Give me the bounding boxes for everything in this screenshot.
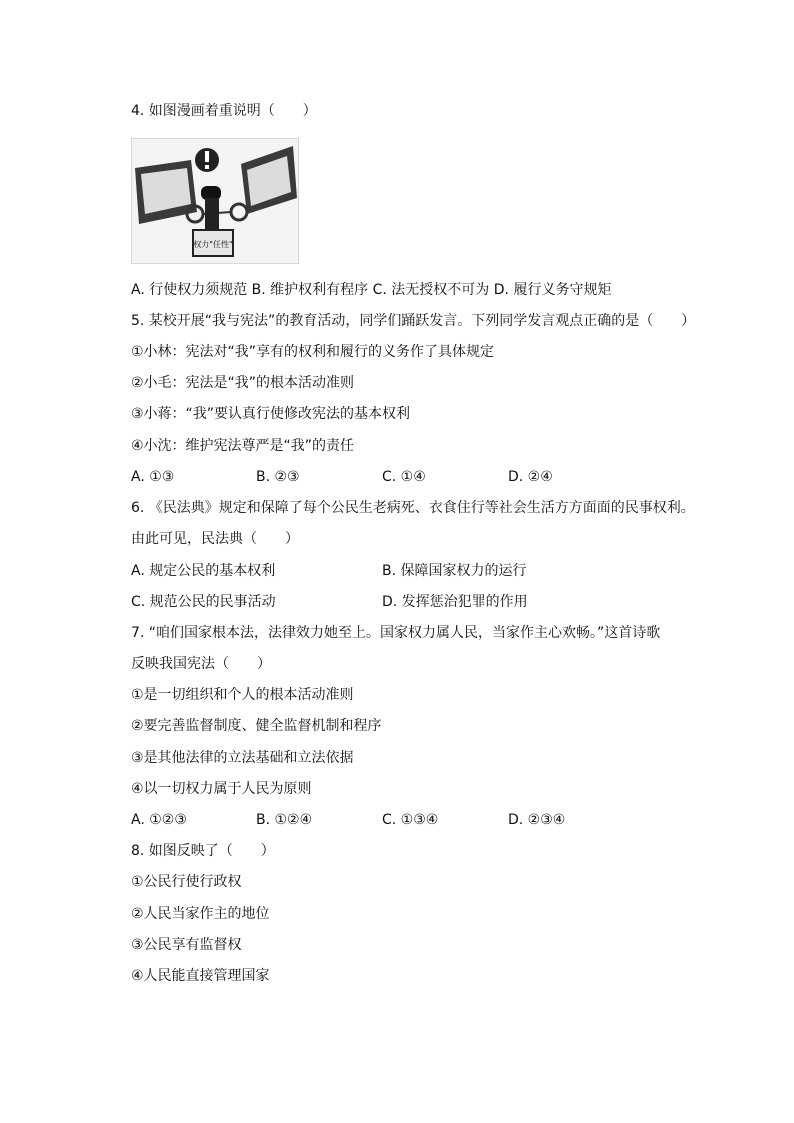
q7-option-d: D. ②③④ <box>508 812 566 828</box>
q7-item-1: ①是一切组织和个人的根本活动准则 <box>131 687 354 703</box>
q8-item-2: ②人民当家作主的地位 <box>131 906 270 922</box>
q8-item-4: ④人民能直接管理国家 <box>131 968 270 984</box>
cartoon-stamp-label: 权力"任性" <box>193 240 233 249</box>
q8-stem: 8. 如图反映了（ ） <box>131 843 275 859</box>
q6-option-d: D. 发挥惩治犯罪的作用 <box>382 594 528 610</box>
cartoon-image <box>131 138 299 264</box>
q8-item-1: ①公民行使行政权 <box>131 874 242 890</box>
q4-stem: 4. 如图漫画着重说明（ ） <box>131 103 317 119</box>
q5-option-b: B. ②③ <box>256 469 300 485</box>
q5-item-4: ④小沈：维护宪法尊严是“我”的责任 <box>131 438 355 454</box>
q5-stem: 5. 某校开展“我与宪法”的教育活动，同学们踊跃发言。下列同学发言观点正确的是（ ） <box>131 313 696 329</box>
q8-item-3: ③公民享有监督权 <box>131 937 242 953</box>
q6-option-a: A. 规定公民的基本权利 <box>131 563 276 579</box>
q7-item-3: ③是其他法律的立法基础和立法依据 <box>131 750 354 766</box>
q6-option-b: B. 保障国家权力的运行 <box>382 563 527 579</box>
q6-option-c: C. 规范公民的民事活动 <box>131 594 276 610</box>
q7-option-c: C. ①③④ <box>382 812 439 828</box>
q5-option-d: D. ②④ <box>508 469 553 485</box>
q5-option-c: C. ①④ <box>382 469 426 485</box>
q7-item-4: ④以一切权力属于人民为原则 <box>131 781 312 797</box>
q7-item-2: ②要完善监督制度、健全监督机制和程序 <box>131 718 382 734</box>
q5-item-1: ①小林：宪法对“我”享有的权利和履行的义务作了具体规定 <box>131 344 495 360</box>
q6-stem-line2: 由此可见，民法典（ ） <box>131 531 299 547</box>
q5-option-a: A. ①③ <box>131 469 175 485</box>
q4-options: A. 行使权力须规范 B. 维护权利有程序 C. 法无授权不可为 D. 履行义务守规矩 <box>131 282 612 298</box>
q6-stem-line1: 6. 《民法典》规定和保障了每个公民生老病死、衣食住行等社会生活方方面面的民事权利。 <box>131 500 695 516</box>
q5-item-2: ②小毛：宪法是“我”的根本活动准则 <box>131 375 355 391</box>
q5-item-3: ③小蒋：“我”要认真行使修改宪法的基本权利 <box>131 406 411 422</box>
q7-stem-line1: 7. “咱们国家根本法，法律效力她至上。国家权力属人民，当家作主心欢畅。”这首诗歌 <box>131 625 661 641</box>
q7-option-b: B. ①②④ <box>256 812 313 828</box>
q7-option-a: A. ①②③ <box>131 812 187 828</box>
q7-stem-line2: 反映我国宪法（ ） <box>131 656 271 672</box>
